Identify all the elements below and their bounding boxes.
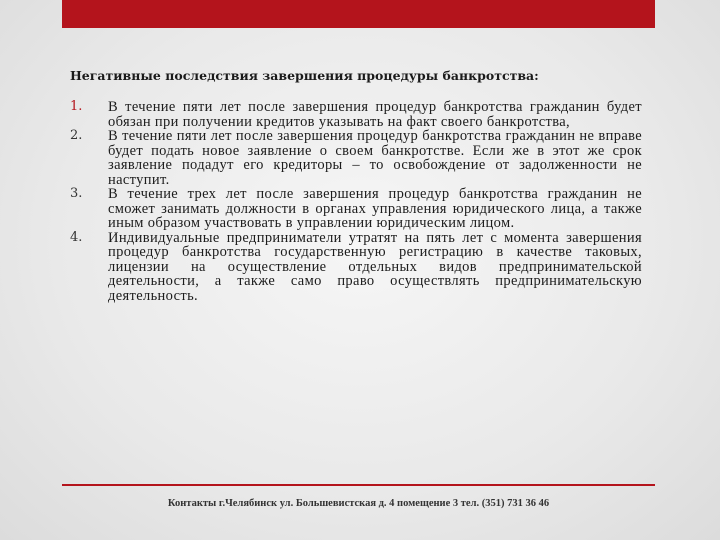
list-item	[70, 187, 642, 231]
footer-divider	[62, 484, 655, 486]
list-item-text: Индивидуальные предприниматели утратят на пять лет с момента завершения процедур банкротства государственную регистрацию в качестве таковых, лицензии на осуществление отдельных видов предпринимательской деятельности, а также само право осуществлять предпринимательскую деятельность.	[108, 229, 642, 304]
list-item-text: В течение трех лет после завершения процедур банкротства гражданин не сможет занимать должности в органах управления юридического лица, а также иным образом участвовать в управлении юридическим лицом.	[108, 186, 642, 231]
top-accent-bar	[62, 0, 655, 28]
list-item-number: 1.	[70, 99, 83, 114]
consequences-list	[70, 100, 642, 303]
list-item-text: В течение пяти лет после завершения процедур банкротства гражданин не вправе будет подать новое заявление о своем банкротстве. Если же в этот же срок заявление подадут его кредиторы – то освобождение от задолженности не наступит.	[108, 128, 642, 188]
list-item-number: 3.	[70, 186, 83, 201]
slide-heading: Негативные последствия завершения процедуры банкротства:	[70, 68, 539, 83]
list-item	[70, 129, 642, 187]
contacts-footer: Контакты г.Челябинск ул. Большевистская д. 4 помещение 3 тел. (351) 731 36 46	[167, 498, 550, 509]
list-item	[70, 100, 642, 129]
list-item	[70, 231, 642, 304]
list-item-number: 2.	[70, 128, 83, 143]
list-item-text: В течение пяти лет после завершения процедур банкротства гражданин будет обязан при получении кредитов указывать на факт своего банкротства,	[108, 99, 642, 130]
list-item-number: 4.	[70, 229, 83, 245]
